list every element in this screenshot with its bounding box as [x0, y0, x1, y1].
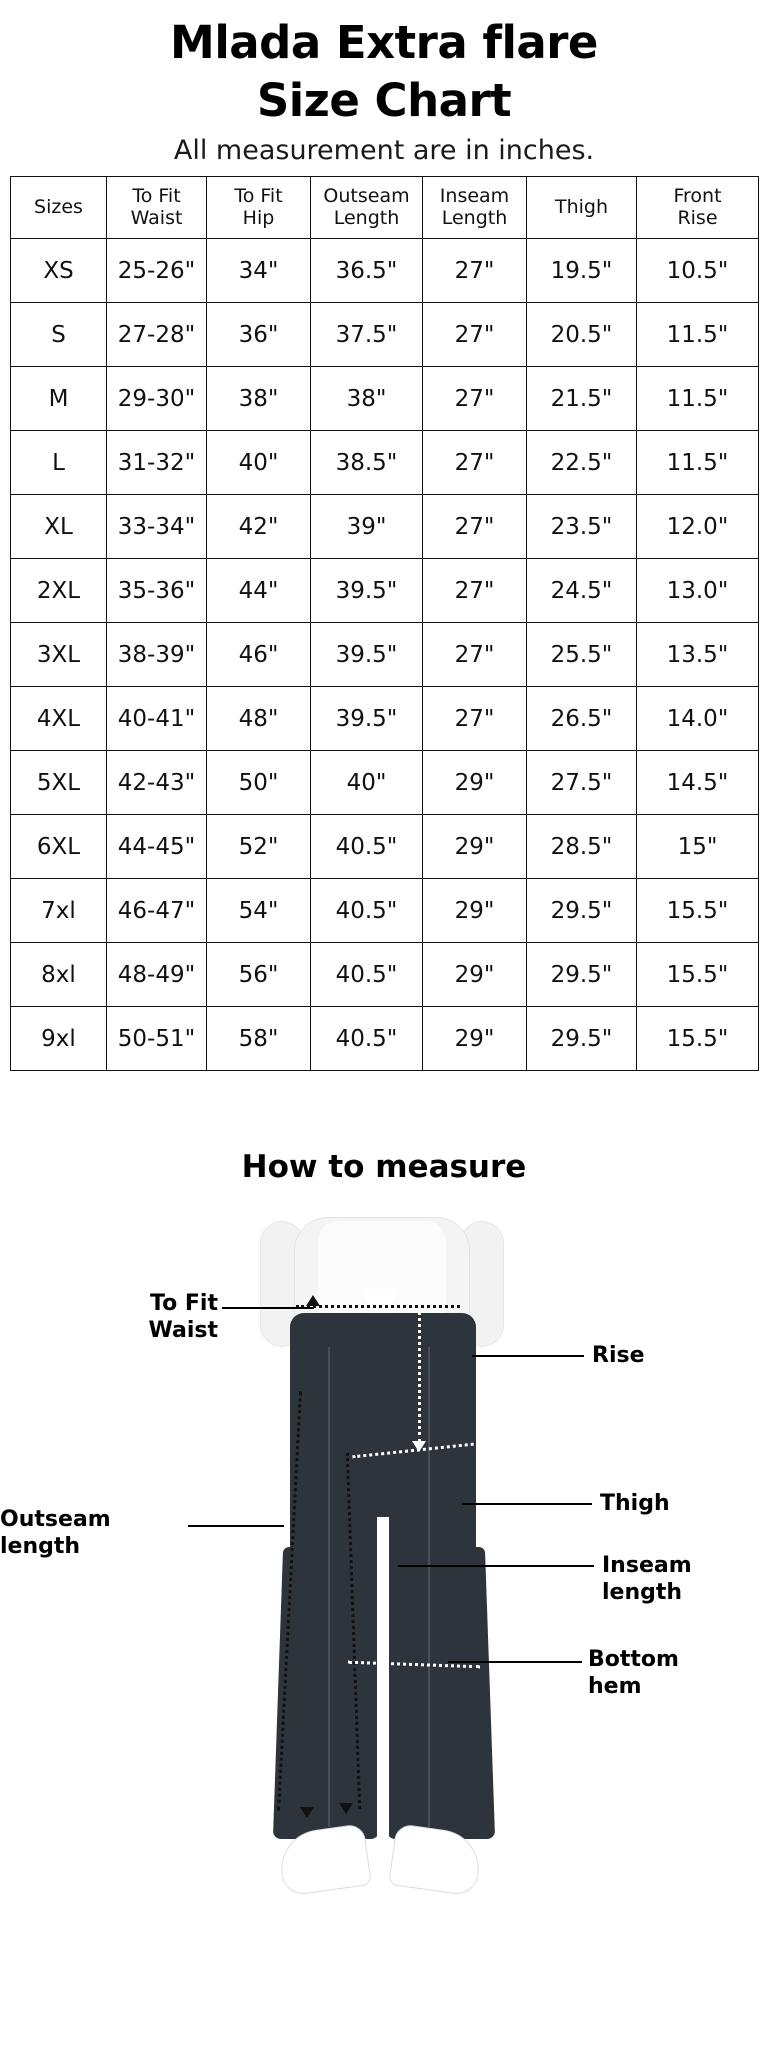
measurement-cell: 44" — [207, 559, 311, 623]
measurement-cell: 38" — [207, 367, 311, 431]
size-label-cell: 9xl — [11, 1007, 107, 1071]
inseam-leader-line — [398, 1565, 594, 1567]
measurement-cell: 52" — [207, 815, 311, 879]
size-label-cell: 3XL — [11, 623, 107, 687]
measurement-cell: 29" — [423, 1007, 527, 1071]
measurement-cell: 36.5" — [311, 239, 423, 303]
measurement-cell: 25.5" — [527, 623, 637, 687]
table-row — [11, 687, 759, 751]
table-row — [11, 751, 759, 815]
table-row — [11, 239, 759, 303]
waist-leader-line — [222, 1307, 314, 1309]
column-header-sizes — [11, 177, 107, 239]
measurement-cell: 15.5" — [637, 1007, 759, 1071]
measurement-cell: 40-41" — [107, 687, 207, 751]
how-to-measure-title: How to measure — [241, 1149, 527, 1186]
header-text-line2: Length — [441, 206, 508, 229]
measurement-cell: 50-51" — [107, 1007, 207, 1071]
measurement-cell: 21.5" — [527, 367, 637, 431]
outseam-arrow-icon — [300, 1807, 314, 1818]
measurement-cell: 20.5" — [527, 303, 637, 367]
header-text-line1: Front — [673, 184, 722, 207]
measurement-cell: 27" — [423, 239, 527, 303]
measurement-cell: 39" — [311, 495, 423, 559]
size-label-cell: XS — [11, 239, 107, 303]
model-trouser-right-crease — [428, 1347, 430, 1827]
measurement-cell: 38-39" — [107, 623, 207, 687]
model-trouser-leg-gap — [377, 1517, 389, 1837]
measurement-cell: 38" — [311, 367, 423, 431]
label-rise: Rise — [592, 1343, 645, 1369]
measurement-cell: 29" — [423, 943, 527, 1007]
measurement-cell: 42-43" — [107, 751, 207, 815]
measurement-cell: 27" — [423, 495, 527, 559]
measurement-cell: 35-36" — [107, 559, 207, 623]
size-chart-table — [10, 176, 759, 1071]
measurement-cell: 33-34" — [107, 495, 207, 559]
header-text: Thigh — [554, 195, 609, 218]
thigh-leader-line — [462, 1503, 592, 1505]
measurement-cell: 12.0" — [637, 495, 759, 559]
column-header-to-fit-hip — [207, 177, 311, 239]
measurement-cell: 14.5" — [637, 751, 759, 815]
table-row — [11, 303, 759, 367]
title-line-2: Size Chart — [256, 73, 512, 127]
label-line1: Inseam — [602, 1553, 692, 1579]
header-text-line2: Length — [333, 206, 400, 229]
measurement-cell: 27" — [423, 431, 527, 495]
table-body — [11, 239, 759, 1071]
measurement-cell: 38.5" — [311, 431, 423, 495]
label-outseam-length — [0, 1507, 180, 1560]
measurement-cell: 56" — [207, 943, 311, 1007]
measurement-cell: 26.5" — [527, 687, 637, 751]
size-label-cell: S — [11, 303, 107, 367]
size-label-cell: 5XL — [11, 751, 107, 815]
measurement-cell: 11.5" — [637, 303, 759, 367]
table-row — [11, 367, 759, 431]
measurement-cell: 25-26" — [107, 239, 207, 303]
measurement-cell: 11.5" — [637, 431, 759, 495]
measurement-cell: 36" — [207, 303, 311, 367]
column-header-front-rise — [637, 177, 759, 239]
model-trouser-left-crease — [328, 1347, 330, 1827]
measurement-cell: 15.5" — [637, 943, 759, 1007]
column-header-thigh — [527, 177, 637, 239]
label-inseam-length — [602, 1553, 762, 1606]
measurement-cell: 48-49" — [107, 943, 207, 1007]
size-table-wrap — [0, 176, 768, 1071]
measurement-cell: 27-28" — [107, 303, 207, 367]
measurement-cell: 42" — [207, 495, 311, 559]
rise-leader-line — [472, 1355, 584, 1357]
measurement-cell: 14.0" — [637, 687, 759, 751]
page-subtitle: All measurement are in inches. — [173, 135, 595, 167]
measurement-cell: 44-45" — [107, 815, 207, 879]
label-thigh: Thigh — [600, 1491, 670, 1517]
measurement-cell: 29.5" — [527, 1007, 637, 1071]
label-to-fit-waist — [78, 1291, 218, 1344]
measurement-cell: 29-30" — [107, 367, 207, 431]
table-head — [11, 177, 759, 239]
measurement-cell: 29" — [423, 879, 527, 943]
size-label-cell: M — [11, 367, 107, 431]
header-text-line2: Hip — [242, 206, 275, 229]
measurement-cell: 40" — [207, 431, 311, 495]
size-label-cell: 8xl — [11, 943, 107, 1007]
measurement-cell: 13.0" — [637, 559, 759, 623]
measurement-cell: 15" — [637, 815, 759, 879]
page-title — [0, 0, 768, 129]
size-label-cell: XL — [11, 495, 107, 559]
measurement-cell: 27" — [423, 623, 527, 687]
measurement-cell: 40.5" — [311, 815, 423, 879]
header-text-line1: Inseam — [439, 184, 510, 207]
measurement-diagram — [0, 1195, 768, 1915]
label-line1: Outseam — [0, 1507, 111, 1533]
measurement-cell: 37.5" — [311, 303, 423, 367]
measurement-cell: 19.5" — [527, 239, 637, 303]
measurement-cell: 27" — [423, 303, 527, 367]
label-bottom-hem — [588, 1647, 760, 1700]
measurement-cell: 39.5" — [311, 687, 423, 751]
table-row — [11, 815, 759, 879]
measurement-cell: 11.5" — [637, 367, 759, 431]
measurement-cell: 50" — [207, 751, 311, 815]
measurement-cell: 27" — [423, 559, 527, 623]
size-label-cell: 2XL — [11, 559, 107, 623]
measurement-cell: 23.5" — [527, 495, 637, 559]
table-header-row — [11, 177, 759, 239]
measurement-cell: 39.5" — [311, 559, 423, 623]
size-label-cell: 7xl — [11, 879, 107, 943]
header-text-line1: Outseam — [323, 184, 410, 207]
column-header-inseam-length — [423, 177, 527, 239]
size-label-cell: 6XL — [11, 815, 107, 879]
outseam-leader-line — [188, 1525, 284, 1527]
title-line-1: Mlada Extra flare — [170, 16, 598, 69]
measurement-cell: 29.5" — [527, 943, 637, 1007]
waist-measure-line — [296, 1305, 460, 1308]
measurement-cell: 28.5" — [527, 815, 637, 879]
measurement-cell: 13.5" — [637, 623, 759, 687]
rise-measure-line — [418, 1311, 421, 1443]
table-row — [11, 495, 759, 559]
header-text-line1: To Fit — [132, 184, 181, 207]
column-header-to-fit-waist — [107, 177, 207, 239]
measurement-cell: 27.5" — [527, 751, 637, 815]
bottom-hem-leader-line — [448, 1661, 582, 1663]
table-row — [11, 623, 759, 687]
label-line2: length — [602, 1579, 683, 1605]
measurement-cell: 48" — [207, 687, 311, 751]
header-text: Sizes — [34, 195, 83, 218]
measurement-cell: 22.5" — [527, 431, 637, 495]
measurement-cell: 29" — [423, 751, 527, 815]
measurement-cell: 40.5" — [311, 1007, 423, 1071]
size-label-cell: 4XL — [11, 687, 107, 751]
label-line2: hem — [588, 1673, 642, 1699]
measurement-cell: 46" — [207, 623, 311, 687]
measurement-cell: 29" — [423, 815, 527, 879]
header-text-line2: Waist — [130, 206, 183, 229]
measurement-cell: 58" — [207, 1007, 311, 1071]
table-row — [11, 943, 759, 1007]
model-trouser-right-leg — [377, 1547, 495, 1839]
table-row — [11, 879, 759, 943]
measurement-cell: 34" — [207, 239, 311, 303]
inseam-arrow-icon — [339, 1803, 353, 1814]
measurement-cell: 31-32" — [107, 431, 207, 495]
label-line1: To Fit — [150, 1291, 218, 1317]
measurement-cell: 15.5" — [637, 879, 759, 943]
header-text-line1: To Fit — [234, 184, 283, 207]
measurement-cell: 46-47" — [107, 879, 207, 943]
waist-arrow-icon — [306, 1295, 320, 1306]
measurement-cell: 40.5" — [311, 879, 423, 943]
measurement-cell: 27" — [423, 687, 527, 751]
label-line1: Bottom — [588, 1647, 679, 1673]
measurement-cell: 39.5" — [311, 623, 423, 687]
table-row — [11, 431, 759, 495]
measurement-cell: 24.5" — [527, 559, 637, 623]
header-text-line2: Rise — [677, 206, 718, 229]
label-line2: length — [0, 1533, 81, 1559]
measurement-cell: 27" — [423, 367, 527, 431]
column-header-outseam-length — [311, 177, 423, 239]
table-row — [11, 1007, 759, 1071]
size-label-cell: L — [11, 431, 107, 495]
table-row — [11, 559, 759, 623]
measurement-cell: 40" — [311, 751, 423, 815]
measurement-cell: 29.5" — [527, 879, 637, 943]
label-line2: Waist — [148, 1317, 218, 1343]
measurement-cell: 54" — [207, 879, 311, 943]
measurement-cell: 10.5" — [637, 239, 759, 303]
measurement-cell: 40.5" — [311, 943, 423, 1007]
